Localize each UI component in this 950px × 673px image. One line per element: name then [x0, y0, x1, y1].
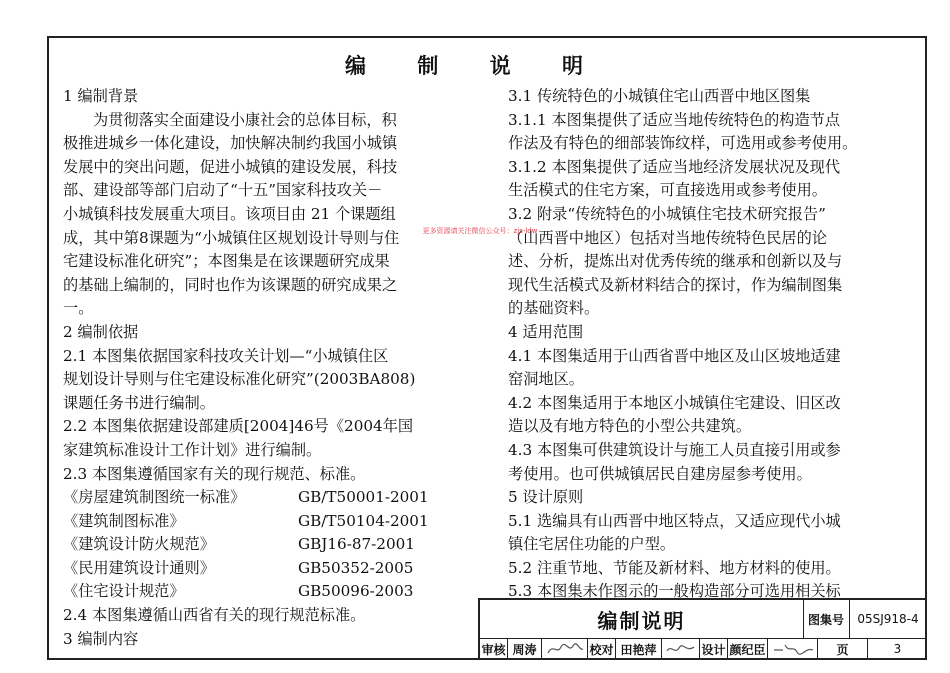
text-line: 极推进城乡一体化建设，加快解决制约我国小城镇	[63, 134, 398, 153]
text-line: 3.2 附录“传统特色的小城镇住宅技术研究报告”	[508, 204, 826, 223]
text-line: 2.3 本图集遵循国家有关的现行规范、标准。	[63, 464, 366, 483]
text-line: 宅建设标准化研究”；本图集是在该课题研究成果	[63, 252, 390, 271]
title-block	[478, 598, 927, 660]
atlas-number: 05SJ918-4	[857, 612, 919, 626]
text-line: 窑洞地区。	[508, 370, 584, 389]
design-label: 设计	[700, 638, 728, 660]
right-column	[508, 85, 913, 604]
text-line: 5.1 选编具有山西晋中地区特点，又适应现代小城	[508, 511, 841, 530]
text-line: 4.3 本图集可供建筑设计与施工人员直接引用或参	[508, 440, 841, 459]
standard-name: 《住宅设计规范》	[63, 582, 185, 601]
designer-name: 颜纪臣	[728, 638, 768, 660]
text-line: 5.3 本图集未作图示的一般构造部分可选用相关标	[508, 582, 841, 601]
review-label: 审核	[480, 638, 508, 660]
text-line: 4.1 本图集适用于山西省晋中地区及山区坡地适建	[508, 346, 841, 365]
text-line: 造以及有地方特色的小型公共建筑。	[508, 417, 751, 436]
text-line: 5 设计原则	[508, 488, 584, 507]
checker-name: 田艳萍	[616, 638, 662, 660]
text-line: 的基础资料。	[508, 299, 600, 318]
text-line: 考使用。也可供城镇居民自建房屋参考使用。	[508, 464, 812, 483]
standard-name: 《房屋建筑制图统一标准》	[63, 488, 246, 507]
text-line: 现代生活模式及新材料结合的探讨，作为编制图集	[508, 275, 843, 294]
check-label: 校对	[588, 638, 616, 660]
text-line: 镇住宅居住功能的户型。	[508, 535, 676, 554]
text-line: 生活模式的住宅方案，可直接选用或参考使用。	[508, 181, 827, 200]
checker-signature	[662, 638, 700, 660]
text-line: （山西晋中地区）包括对当地传统特色民居的论	[508, 228, 827, 247]
standard-code: GB/T50001-2001	[298, 488, 429, 507]
reviewer-signature	[542, 638, 588, 660]
text-line: 4.2 本图集适用于本地区小城镇住宅建设、旧区改	[508, 393, 841, 412]
left-column	[63, 85, 483, 651]
text-line: 3.1 传统特色的小城镇住宅山西晋中地区图集	[508, 87, 811, 105]
text-line: 述、分析，提炼出对优秀传统的继承和创新以及与	[508, 252, 843, 271]
text-line: 部、建设部等部门启动了“十五”国家科技攻关－	[63, 181, 383, 200]
standard-name: 《建筑制图标准》	[63, 511, 185, 530]
atlas-number-label: 图集号	[803, 600, 850, 638]
text-line: 家建筑标准设计工作计划》进行编制。	[63, 440, 322, 459]
text-line: 3 编制内容	[63, 629, 139, 648]
text-line: 5.2 注重节地、节能及新材料、地方材料的使用。	[508, 558, 841, 577]
standard-row	[63, 533, 483, 557]
text-line: 为贯彻落实全面建设小康社会的总体目标，积	[93, 110, 397, 129]
page-title: 编 制 说 明	[345, 54, 605, 78]
page-number: 3	[893, 642, 902, 656]
text-line: 小城镇科技发展重大项目。该项目由 21 个课题组	[63, 204, 396, 223]
standard-row	[63, 557, 483, 581]
text-line: 2.1 本图集依据国家科技攻关计划—“小城镇住区	[63, 346, 389, 365]
text-line: 成，其中第8课题为“小城镇住区规划设计导则与住	[63, 228, 400, 247]
text-line: 2.2 本图集依据建设部建质[2004]46号《2004年国	[63, 417, 414, 436]
text-line: 规划设计导则与住宅建设标准化研究”(2003BA808)	[63, 370, 416, 389]
signature-scribble	[545, 641, 585, 657]
text-line: 2.4 本图集遵循山西省有关的现行规范标准。	[63, 606, 366, 625]
designer-signature	[768, 638, 818, 660]
text-line: 一。	[63, 299, 94, 318]
page-label: 页	[818, 638, 868, 660]
text-line: 2 编制依据	[63, 322, 139, 341]
standard-row	[63, 510, 483, 534]
text-line: 4 适用范围	[508, 322, 584, 341]
signature-scribble	[664, 641, 698, 657]
standard-code: GBJ16-87-2001	[298, 535, 415, 554]
signature-scribble	[771, 641, 815, 657]
text-line: 课题任务书进行编制。	[63, 393, 215, 412]
standard-code: GB/T50104-2001	[298, 511, 429, 530]
text-line: 3.1.1 本图集提供了适应当地传统特色的构造节点	[508, 110, 841, 129]
drawing-name: 编制说明	[480, 600, 804, 638]
text-line: 发展中的突出问题，促进小城镇的建设发展，科技	[63, 157, 398, 176]
text-line: 3.1.2 本图集提供了适应当地经济发展状况及现代	[508, 157, 841, 176]
standard-row	[63, 486, 483, 510]
reviewer-name: 周涛	[508, 638, 542, 660]
standard-code: GB50352-2005	[298, 558, 414, 577]
text-line: 1 编制背景	[63, 87, 139, 105]
watermark-text: 更多资源请关注微信公众号：zjs-ldw	[422, 227, 538, 235]
standard-code: GB50096-2003	[298, 582, 414, 601]
standard-name: 《建筑设计防火规范》	[63, 535, 215, 554]
text-line: 的基础上编制的，同时也作为该课题的研究成果之	[63, 275, 398, 294]
text-line: 作法及有特色的细部装饰纹样，可选用或参考使用。	[508, 134, 858, 153]
standard-row	[63, 580, 483, 604]
standard-name: 《民用建筑设计通则》	[63, 558, 215, 577]
